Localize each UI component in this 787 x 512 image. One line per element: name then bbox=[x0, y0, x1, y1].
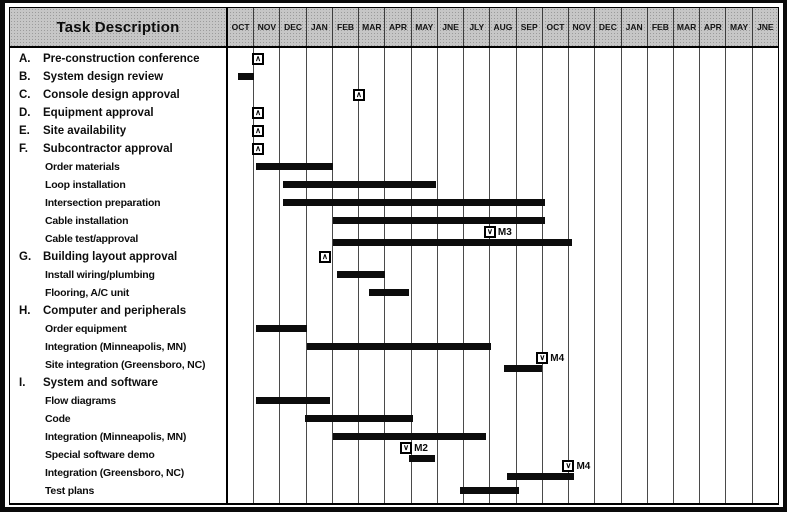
task-name: Special software demo bbox=[45, 449, 155, 461]
task-label bbox=[10, 392, 226, 410]
task-name: Integration (Greensboro, NC) bbox=[45, 467, 185, 479]
task-row bbox=[10, 482, 778, 500]
task-timeline bbox=[228, 248, 778, 266]
task-timeline bbox=[228, 338, 778, 356]
task-timeline bbox=[228, 320, 778, 338]
task-name: Test plans bbox=[45, 485, 95, 497]
task-label bbox=[10, 86, 226, 104]
caret-up-milestone-icon: ∧ bbox=[252, 143, 264, 155]
month-label: DEC bbox=[595, 8, 621, 46]
task-name: Subcontractor approval bbox=[43, 143, 173, 155]
task-timeline bbox=[228, 266, 778, 284]
task-row bbox=[10, 50, 778, 68]
caret-up-milestone-icon: ∧ bbox=[252, 107, 264, 119]
month-label: FEB bbox=[333, 8, 359, 46]
task-name: Flooring, A/C unit bbox=[45, 287, 130, 299]
gantt-bar bbox=[460, 487, 519, 494]
gantt-bar bbox=[307, 343, 492, 350]
gantt-rows bbox=[10, 48, 778, 500]
task-label bbox=[10, 176, 226, 194]
gantt-bar bbox=[333, 433, 486, 440]
task-row bbox=[10, 302, 778, 320]
task-label bbox=[10, 446, 226, 464]
task-row bbox=[10, 428, 778, 446]
task-letter: C. bbox=[19, 89, 31, 101]
task-letter: D. bbox=[19, 107, 31, 119]
gantt-bar bbox=[283, 181, 436, 188]
task-timeline bbox=[228, 392, 778, 410]
task-letter: A. bbox=[19, 53, 31, 65]
task-timeline bbox=[228, 302, 778, 320]
gantt-body bbox=[10, 48, 778, 503]
gantt-bar bbox=[504, 365, 542, 372]
task-row bbox=[10, 461, 778, 482]
task-timeline bbox=[228, 140, 778, 158]
caret-up-milestone-icon: ∧ bbox=[319, 251, 331, 263]
gantt-bar bbox=[507, 473, 574, 480]
month-label: DEC bbox=[280, 8, 306, 46]
task-row bbox=[10, 248, 778, 266]
task-name: System design review bbox=[43, 71, 164, 83]
task-label bbox=[10, 374, 226, 392]
task-name: Code bbox=[45, 413, 71, 425]
task-letter: I. bbox=[19, 377, 26, 389]
task-row bbox=[10, 158, 778, 176]
caret-down-milestone-icon: ∨ bbox=[536, 352, 548, 364]
task-label bbox=[10, 338, 226, 356]
task-row bbox=[10, 284, 778, 302]
month-label: JAN bbox=[307, 8, 333, 46]
caret-down-milestone-icon: ∨ bbox=[400, 442, 412, 454]
task-row bbox=[10, 104, 778, 122]
task-timeline bbox=[228, 482, 778, 500]
task-label bbox=[10, 266, 226, 284]
gantt-bar bbox=[409, 455, 435, 462]
milestone-label: M4 bbox=[576, 461, 591, 472]
task-label bbox=[10, 284, 226, 302]
gantt-bar bbox=[369, 289, 409, 296]
caret-up-milestone-icon: ∧ bbox=[252, 53, 264, 65]
task-name: Computer and peripherals bbox=[43, 305, 187, 317]
task-row bbox=[10, 194, 778, 212]
task-name: Site integration (Greensboro, NC) bbox=[45, 359, 206, 371]
task-label bbox=[10, 194, 226, 212]
caret-up-milestone-icon: ∧ bbox=[252, 125, 264, 137]
milestone-label: M2 bbox=[414, 443, 428, 454]
month-label: AUG bbox=[490, 8, 516, 46]
task-timeline bbox=[228, 86, 778, 104]
gantt-bar bbox=[283, 199, 545, 206]
gantt-chart bbox=[9, 7, 779, 505]
task-name: Intersection preparation bbox=[45, 197, 161, 209]
task-label bbox=[10, 230, 226, 248]
task-name: Install wiring/plumbing bbox=[45, 269, 155, 281]
task-row bbox=[10, 266, 778, 284]
task-name: Integration (Minneapolis, MN) bbox=[45, 431, 187, 443]
task-timeline bbox=[228, 158, 778, 176]
task-name: Cable installation bbox=[45, 215, 129, 227]
task-label bbox=[10, 302, 226, 320]
task-timeline bbox=[228, 122, 778, 140]
task-timeline bbox=[228, 410, 778, 428]
task-timeline bbox=[228, 227, 778, 248]
task-letter: F. bbox=[19, 143, 28, 155]
task-timeline bbox=[228, 428, 778, 446]
task-row bbox=[10, 338, 778, 356]
task-row bbox=[10, 212, 778, 230]
task-name: Pre-construction conference bbox=[43, 53, 200, 65]
task-row bbox=[10, 410, 778, 428]
month-label: SEP bbox=[517, 8, 543, 46]
gantt-bar bbox=[337, 271, 385, 278]
task-row bbox=[10, 68, 778, 86]
gantt-bar bbox=[256, 163, 333, 170]
task-letter: B. bbox=[19, 71, 31, 83]
task-row bbox=[10, 353, 778, 374]
gantt-bar bbox=[305, 415, 412, 422]
task-label bbox=[10, 356, 226, 374]
month-label: MAY bbox=[726, 8, 752, 46]
task-label bbox=[10, 464, 226, 482]
task-label bbox=[10, 248, 226, 266]
gantt-header bbox=[10, 8, 778, 48]
task-label bbox=[10, 50, 226, 68]
task-name: Order equipment bbox=[45, 323, 127, 335]
task-name: Site availability bbox=[43, 125, 127, 137]
task-name: Loop installation bbox=[45, 179, 126, 191]
caret-up-milestone-icon: ∧ bbox=[353, 89, 365, 101]
task-row bbox=[10, 140, 778, 158]
task-description-header: Task Description bbox=[10, 8, 228, 46]
task-row bbox=[10, 176, 778, 194]
month-label: JAN bbox=[622, 8, 648, 46]
gantt-bar bbox=[333, 217, 545, 224]
task-row bbox=[10, 374, 778, 392]
task-row bbox=[10, 392, 778, 410]
month-label: OCT bbox=[228, 8, 254, 46]
task-label bbox=[10, 320, 226, 338]
month-label: JNE bbox=[757, 22, 774, 32]
month-label: MAR bbox=[674, 8, 700, 46]
task-name: System and software bbox=[43, 377, 159, 389]
task-timeline bbox=[228, 176, 778, 194]
task-label bbox=[10, 122, 226, 140]
task-timeline bbox=[228, 353, 778, 374]
caret-down-milestone-icon: ∨ bbox=[484, 226, 496, 238]
task-letter: E. bbox=[19, 125, 30, 137]
gantt-bar bbox=[256, 325, 307, 332]
task-timeline bbox=[228, 68, 778, 86]
task-label bbox=[10, 428, 226, 446]
task-row bbox=[10, 227, 778, 248]
task-label bbox=[10, 140, 226, 158]
gantt-bar bbox=[238, 73, 254, 80]
caret-down-milestone-icon: ∨ bbox=[562, 460, 574, 472]
task-timeline bbox=[228, 461, 778, 482]
task-row bbox=[10, 320, 778, 338]
task-timeline bbox=[228, 50, 778, 68]
month-label: NOV bbox=[569, 8, 595, 46]
task-timeline bbox=[228, 284, 778, 302]
task-name: Flow diagrams bbox=[45, 395, 116, 407]
task-name: Equipment approval bbox=[43, 107, 154, 119]
month-label: APR bbox=[700, 8, 726, 46]
task-letter: G. bbox=[19, 251, 32, 263]
task-name: Console design approval bbox=[43, 89, 180, 101]
task-label bbox=[10, 212, 226, 230]
task-name: Building layout approval bbox=[43, 251, 178, 263]
task-timeline bbox=[228, 194, 778, 212]
task-row bbox=[10, 122, 778, 140]
task-name: Integration (Minneapolis, MN) bbox=[45, 341, 187, 353]
milestone-label: M4 bbox=[550, 353, 565, 364]
month-label: JNE bbox=[438, 8, 464, 46]
task-timeline bbox=[228, 104, 778, 122]
month-header-cells bbox=[228, 8, 778, 46]
task-label bbox=[10, 158, 226, 176]
task-row bbox=[10, 443, 778, 464]
task-letter: H. bbox=[19, 305, 31, 317]
month-label: MAR bbox=[359, 8, 385, 46]
month-label: FEB bbox=[648, 8, 674, 46]
task-row bbox=[10, 86, 778, 104]
task-label bbox=[10, 68, 226, 86]
milestone-label: M3 bbox=[497, 227, 512, 238]
month-label: JLY bbox=[464, 8, 490, 46]
task-timeline bbox=[228, 374, 778, 392]
month-label: MAY bbox=[412, 8, 438, 46]
month-label: OCT bbox=[543, 8, 569, 46]
month-label: APR bbox=[385, 8, 411, 46]
task-label bbox=[10, 104, 226, 122]
gantt-bar bbox=[333, 239, 573, 246]
task-label bbox=[10, 482, 226, 500]
month-label: NOV bbox=[254, 8, 280, 46]
gantt-bar bbox=[256, 397, 331, 404]
task-label bbox=[10, 410, 226, 428]
task-timeline bbox=[228, 443, 778, 464]
task-name: Order materials bbox=[45, 161, 120, 173]
task-name: Cable test/approval bbox=[45, 233, 139, 245]
